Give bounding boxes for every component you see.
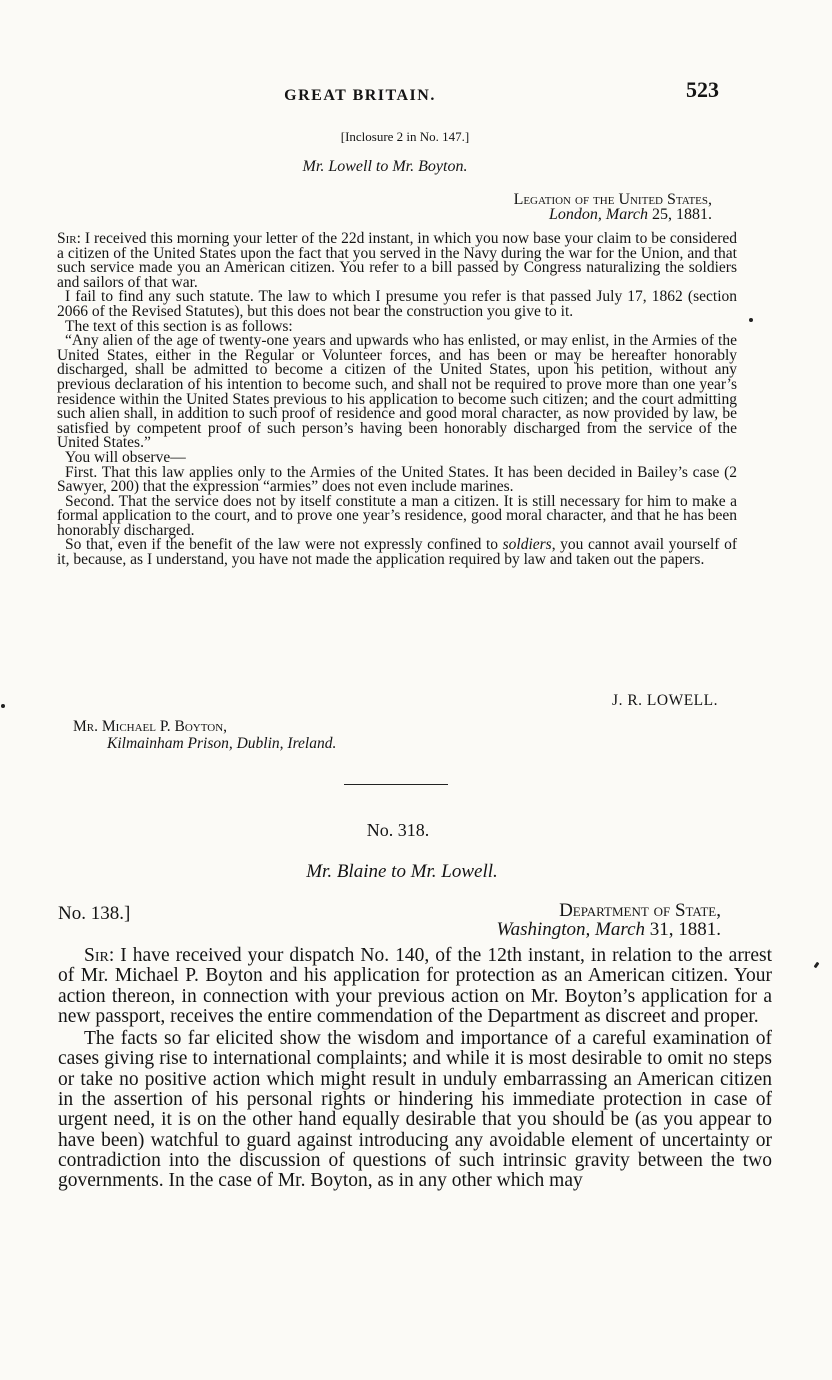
page-number: 523	[686, 77, 719, 102]
letter2-date	[0, 919, 721, 941]
letter1-signature: J. R. LOWELL.	[612, 692, 718, 709]
letter2-paragraph: The facts so far elicited show the wisdom and importance of a careful examination of cases giving rise to international complaints; and while it is most desirable to omit no steps or take no positive action which might result in unduly embarrassing an American citizen in the assertion of his personal rights or hindering his immediate protection in case of urgent need, it is on the other hand equally desirable that you should be (as you appear to have been) watchful to guard against introducing any avoidable element of uncertainty or contradiction into the discussion of questions of such intrinsic gravity between the two governments. In the case of Mr. Boyton, as in any other which may	[58, 1028, 772, 1192]
letter2-salutation: Sir:	[84, 945, 115, 966]
document-number: No. 318.	[366, 820, 430, 840]
letter1-address: Kilmainham Prison, Dublin, Ireland.	[107, 735, 337, 752]
letter2-date-place: Washington, March	[496, 919, 645, 940]
letter1-correspondents: Mr. Lowell to Mr. Boyton.	[302, 158, 468, 175]
letter1-addressee: Mr. Michael P. Boyton,	[73, 718, 228, 735]
emphasis-soldiers: soldiers	[502, 536, 552, 554]
letter2-correspondents: Mr. Blaine to Mr. Lowell.	[306, 861, 498, 882]
running-title: GREAT BRITAIN.	[284, 87, 436, 104]
letter2-paragraph: Sir: I have received your dispatch No. 140, of the 12th instant, in relation to the arrest of Mr. Michael P. Boyton and his application for protection as an American citizen. Your action thereon, in connection with your previous action on Mr. Boyton’s application for a new passport, receives the entire commendation of the Department as discreet and proper.	[58, 945, 772, 1027]
margin-mark	[814, 962, 820, 969]
letter1-paragraph: Sir: I received this morning your letter of the 22d instant, in which you now base your claim to be considered a citizen of the United States upon the fact that you served in the Navy during the war for the Union, and that such service made you an American citizen. You refer to a bill passed by Congress naturalizing the soldiers and sailors of that war.	[57, 230, 737, 291]
letter1-legation: Legation of the United States,	[513, 191, 712, 208]
letter1-paragraph: First. That this law applies only to the Armies of the United States. It has been decided in Bailey’s case (2 Sawyer, 200) that the expression “armies” does not even include marines.	[57, 463, 737, 496]
letter2-department: Department of State,	[559, 900, 721, 921]
letter2-reference-number: No. 138.]	[58, 903, 131, 924]
letter1-salutation: Sir:	[57, 230, 81, 247]
letter1-paragraph: The text of this section is as follows:	[65, 317, 293, 335]
letter1-paragraph: You will observe—	[65, 448, 186, 466]
letter1-date	[0, 206, 712, 224]
letter2-body	[58, 946, 772, 1192]
letter1-paragraph: So that, even if the benefit of the law were not expressly confined to soldiers, you cannot avail yourself of it, because, as I understand, you have not made the application required by law and taken out the papers.	[57, 536, 737, 569]
margin-mark	[749, 318, 753, 322]
letter1-paragraph: I fail to find any such statute. The law to which I presume you refer is that passed July 17, 1862 (section 2066 of the Revised Statutes), but this does not bear the construction you give to it.	[57, 288, 737, 320]
letter2-date-day: 31, 1881.	[645, 919, 721, 940]
letter1-paragraph: Second. That the service does not by itself constitute a man a citizen. It is still necessary for him to make a formal application to the court, and to prove one year’s residence, good moral character, and that he has been honorably discharged.	[57, 492, 737, 539]
letter1-date-place: London, March	[549, 206, 648, 223]
section-divider	[344, 784, 448, 785]
statute-quote: “Any alien of the age of twenty-one years and upwards who has enlisted, or may enlist, in the Armies of the United States, either in the Regular or Volunteer forces, and has been or may be hereafter honorably discharged, shall be admitted to become a citizen of the United States, upon his petition, without any previous declaration of his intention to become such, and shall not be required to prove more than one year’s residence within the United States previous to his application to become such citizen; and the court admitting such alien shall, in addition to such proof of residence and good moral character, as now provided by law, be satisfied by competent proof of such person’s having been honorably discharged from the service of the United States.”	[57, 332, 737, 452]
inclosure-note: [Inclosure 2 in No. 147.]	[340, 129, 470, 144]
letter1-date-day: 25, 1881.	[648, 206, 712, 223]
letter1-body	[57, 232, 737, 568]
margin-mark	[1, 704, 5, 708]
